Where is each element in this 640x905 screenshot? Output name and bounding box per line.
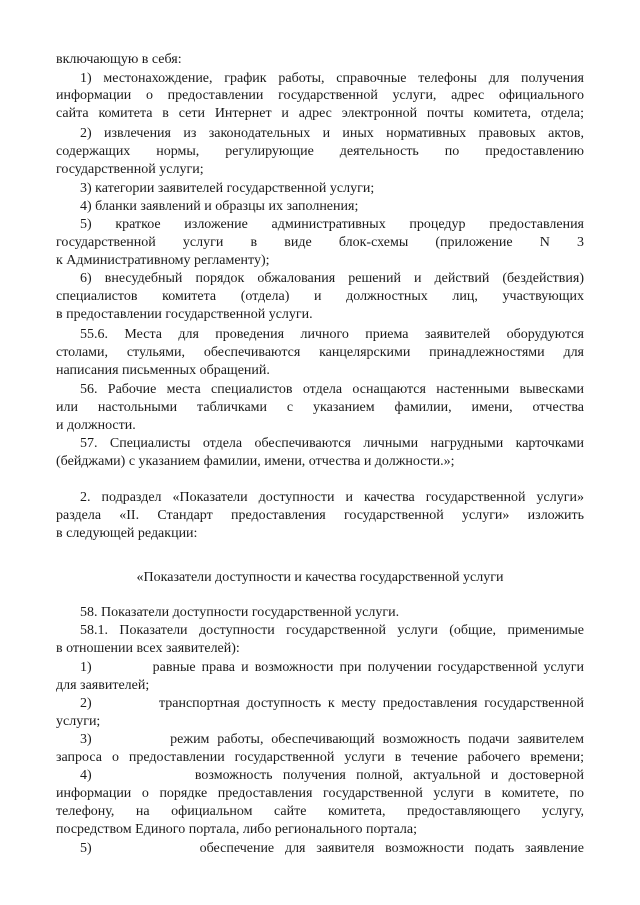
text-line: телефону, на официальном сайте комитета, предоставляющего услугу, xyxy=(56,804,584,819)
text-line: 3) режим работы, обеспечивающий возможность подачи заявителем xyxy=(80,732,584,747)
text-line: посредством Единого портала, либо регионального портала; xyxy=(56,822,417,837)
text-line: содержащих нормы, регулирующие деятельность по предоставлению xyxy=(56,144,584,159)
text-line: 4) бланки заявлений и образцы их заполнения; xyxy=(80,199,359,214)
text-line: включающую в себя: xyxy=(56,52,182,67)
text-line: 58. Показатели доступности государственной услуги. xyxy=(80,605,400,620)
text-line: в следующей редакции: xyxy=(56,526,198,541)
text-line: государственной услуги; xyxy=(56,162,204,177)
text-line: 1) местонахождение, график работы, справочные телефоны для получения xyxy=(80,71,584,86)
text-line: или настольными табличками с указанием фамилии, имени, отчества xyxy=(56,400,584,415)
text-line: 55.6. Места для проведения личного приема заявителей оборудуются xyxy=(80,327,584,342)
text-line: информации о порядке предоставления государственной услуги в комитете, по xyxy=(56,786,584,801)
text-line: 56. Рабочие места специалистов отдела оснащаются настенными вывесками xyxy=(80,382,584,397)
text-line: услуги; xyxy=(56,714,101,729)
text-line: 5) краткое изложение административных процедур предоставления xyxy=(80,217,584,232)
text-line: 4) возможность получения полной, актуальной и достоверной xyxy=(80,768,584,783)
text-line: 2) транспортная доступность к месту предоставления государственной xyxy=(80,696,584,711)
text-line: (бейджами) с указанием фамилии, имени, отчества и должности.»; xyxy=(56,454,455,469)
text-line: 58.1. Показатели доступности государственной услуги (общие, применимые xyxy=(80,623,584,638)
section-heading: «Показатели доступности и качества государственной услуги xyxy=(136,570,504,585)
text-line: 6) внесудебный порядок обжалования решений и действий (бездействия) xyxy=(80,271,584,286)
text-line: специалистов комитета (отдела) и должностных лиц, участвующих xyxy=(56,289,584,304)
text-line: столами, стульями, обеспечиваются канцелярскими принадлежностями для xyxy=(56,345,584,360)
text-line: к Административному регламенту); xyxy=(56,253,270,268)
text-line: государственной услуги в виде блок-схемы (приложение N 3 xyxy=(56,235,584,250)
text-line: раздела «II. Стандарт предоставления государственной услуги» изложить xyxy=(56,508,584,523)
text-line: и должности. xyxy=(56,418,136,433)
text-line: запроса о предоставлении государственной услуги в течение рабочего времени; xyxy=(56,750,584,765)
text-line: 2. подраздел «Показатели доступности и качества государственной услуги» xyxy=(80,490,584,505)
text-line: 2) извлечения из законодательных и иных нормативных правовых актов, xyxy=(80,126,584,141)
text-line: в отношении всех заявителей): xyxy=(56,641,240,656)
text-line: 1) равные права и возможности при получении государственной услуги xyxy=(80,660,584,675)
text-line: сайта комитета в сети Интернет и адрес электронной почты комитета, отдела; xyxy=(56,106,584,121)
text-line: 57. Специалисты отдела обеспечиваются личными нагрудными карточками xyxy=(80,436,584,451)
text-line: написания письменных обращений. xyxy=(56,363,270,378)
text-line: 3) категории заявителей государственной услуги; xyxy=(80,181,375,196)
text-line: 5) обеспечение для заявителя возможности подать заявление xyxy=(80,841,584,856)
text-line: информации о предоставлении государственной услуги, адрес официального xyxy=(56,88,584,103)
text-line: в предоставлении государственной услуги. xyxy=(56,307,313,322)
text-line: для заявителей; xyxy=(56,678,150,693)
